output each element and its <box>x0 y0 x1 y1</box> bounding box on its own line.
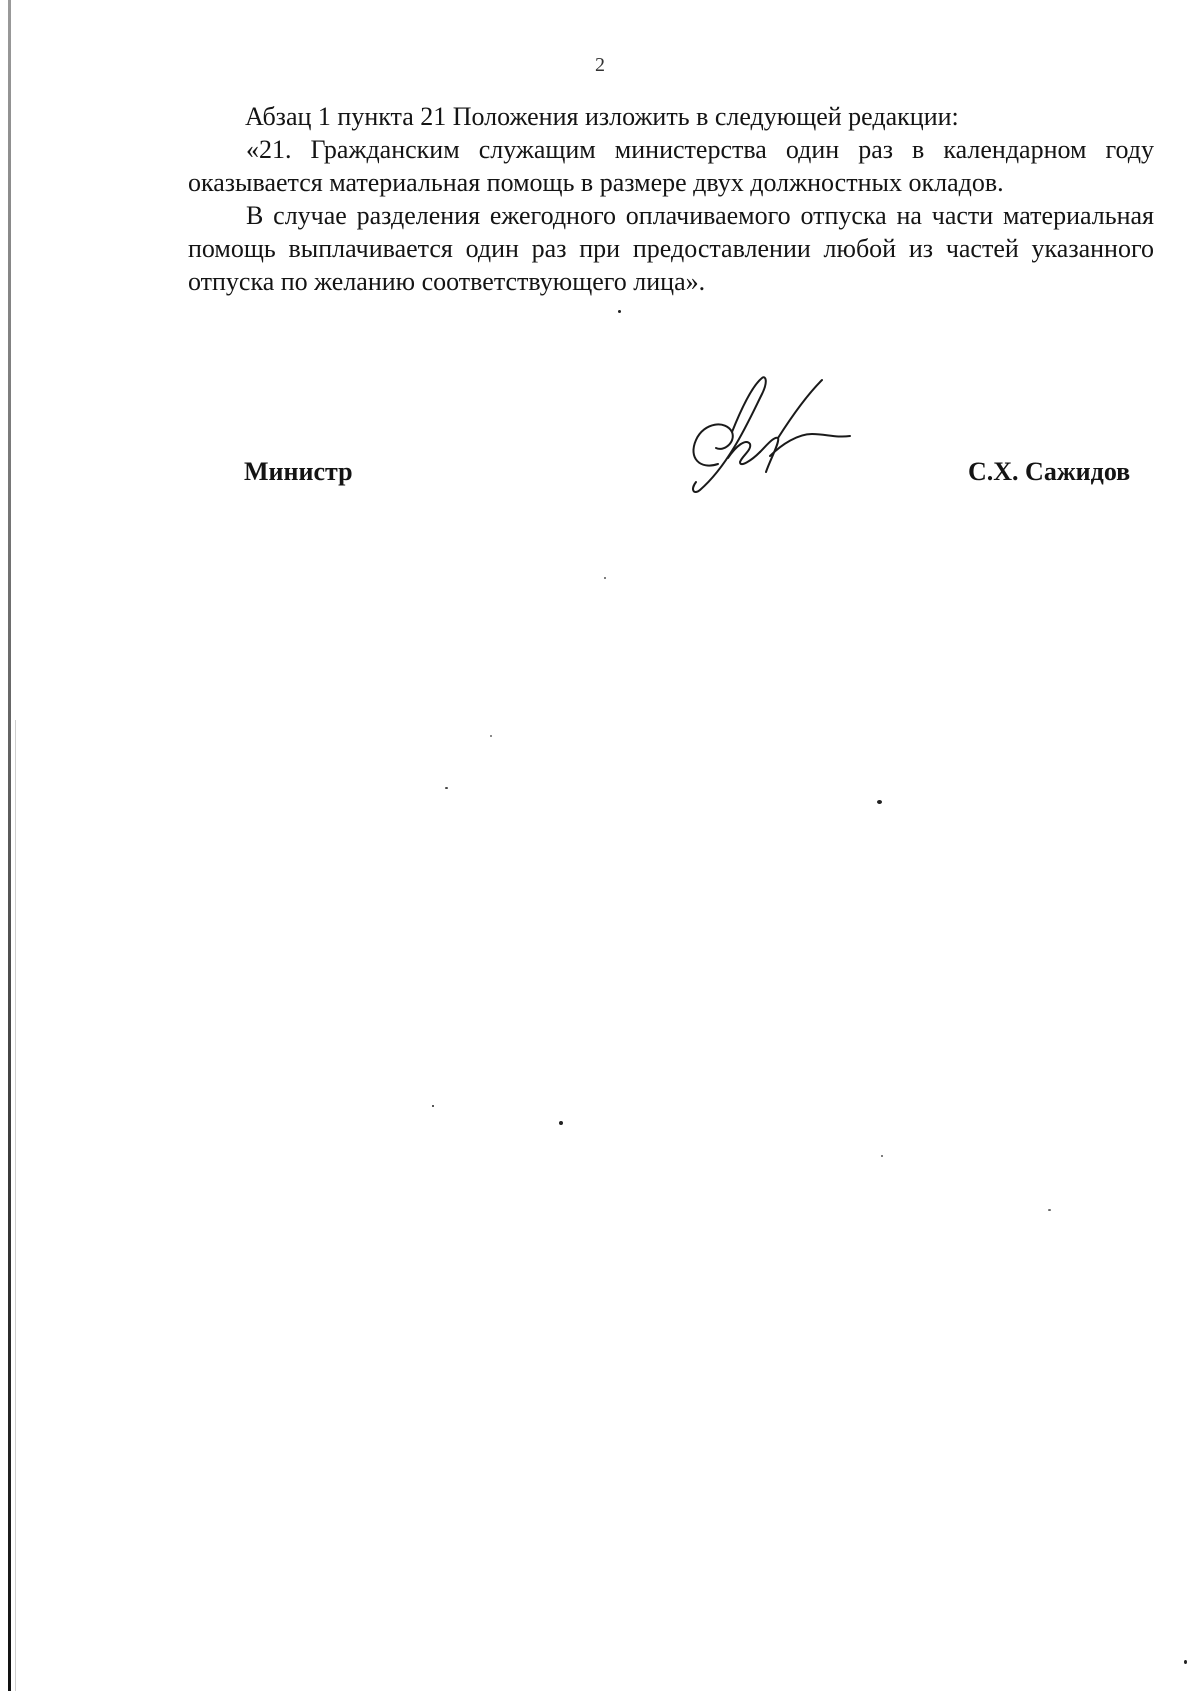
scan-speck <box>1184 1660 1187 1664</box>
signature-block <box>0 0 1200 600</box>
scan-speck <box>877 800 882 804</box>
signer-position: Министр <box>244 457 353 486</box>
paragraph-vacation-split: В случае разделения ежегодного оплачиваемого отпуска на части материальная помощь выплачивается один раз при предоставлении любой из частей указанного отпуска по желанию соответствующего лица». <box>188 201 1154 296</box>
signer-name: С.Х. Сажидов <box>968 457 1131 486</box>
page-number: 2 <box>595 54 605 76</box>
handwritten-signature <box>670 372 870 502</box>
scan-speck <box>445 787 448 789</box>
scan-speck <box>559 1121 563 1125</box>
scan-edge-line <box>15 720 16 1691</box>
paragraph-item-21: «21. Гражданским служащим министерства один раз в календарном году оказывается материальная помощь в размере двух должностных окладов. <box>188 135 1154 197</box>
paragraph-intro: Абзац 1 пункта 21 Положения изложить в следующей редакции: <box>245 102 959 131</box>
scan-speck <box>604 577 606 579</box>
scan-speck <box>618 310 621 313</box>
scan-speck <box>490 735 492 737</box>
scan-speck <box>881 1155 883 1157</box>
scan-speck <box>432 1105 434 1107</box>
scan-speck <box>1048 1209 1051 1211</box>
